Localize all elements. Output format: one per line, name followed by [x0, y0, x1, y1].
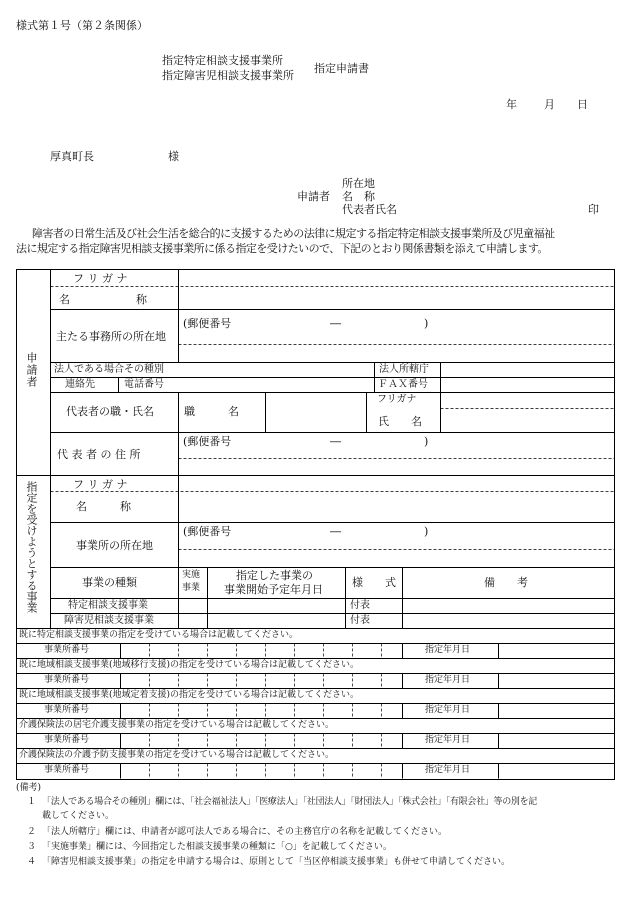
office-no-1: 事業所番号 [44, 645, 90, 655]
designation-date-3: 指定年月日 [425, 705, 471, 715]
rep-furigana-label: フリガナ [377, 394, 417, 405]
prior-5: 介護保険法の介護予防支援事業の指定を受けている場合は記載してください。 [19, 750, 335, 760]
applicant-section-label: 申請者 [25, 352, 38, 388]
business-postal-dash: ― [330, 525, 341, 538]
applicant-address-label: 所在地 [342, 177, 375, 190]
representative-label: 代表者氏名 [342, 203, 397, 216]
note-1-num: １ [27, 797, 37, 807]
rep-name-label: 氏 名 [378, 415, 422, 428]
body-line-2: 法に規定する指定障害児相談支援事業所に係る指定を受けたいので、下記のとおり関係書類を添えて申請します。 [16, 242, 548, 255]
office-no-2: 事業所番号 [44, 675, 90, 685]
office-address-label: 主たる事務所の所在地 [56, 330, 166, 343]
phone-label: 電話番号 [124, 379, 164, 390]
corp-type-label: 法人である場合その種別 [54, 364, 164, 375]
note-3-text: 「実施事業」欄には、今回指定した相談支援事業の種類に「○」を記載してください。 [42, 842, 392, 852]
contact-label: 連絡先 [65, 379, 95, 390]
honorific: 様 [168, 150, 179, 163]
start-date-label-1: 指定した事業の [236, 569, 313, 582]
note-1-text: 「法人である場合その種別」欄には、「社会福祉法人」「医療法人」「社団法人」「財団法人」「株式会社」「有限会社」等の別を記 [42, 797, 538, 807]
row-specific-consult: 特定相談支援事業 [68, 600, 148, 611]
style-label: 様 式 [352, 576, 396, 589]
designation-date-1: 指定年月日 [425, 645, 471, 655]
designation-date-4: 指定年月日 [425, 735, 471, 745]
addressee: 厚真町長 [50, 150, 94, 163]
position-label: 職 名 [184, 405, 239, 418]
note-2-text: 「法人所轄庁」欄には、申請者が認可法人である場合に、その主務官庁の名称を記載してください。 [42, 827, 448, 837]
rep-postal-paren: ) [424, 435, 429, 448]
applicant-name-label: 名 称 [342, 190, 375, 203]
rep-postal-label: (郵便番号 [183, 435, 232, 448]
applicant-name-label: 名 称 [59, 293, 147, 306]
note-2-num: ２ [27, 827, 37, 837]
business-postal-paren: ) [424, 525, 429, 538]
title-suffix: 指定申請書 [314, 62, 369, 75]
postal-dash: ― [330, 317, 341, 330]
seal-mark: 印 [588, 203, 599, 216]
note-1-text-cont: 載してください。 [42, 811, 115, 821]
notes-title: (備考) [16, 783, 42, 793]
designation-date-5: 指定年月日 [425, 765, 471, 775]
postal-code-label: (郵便番号 [183, 317, 232, 330]
fax-label: ＦＡＸ番号 [378, 379, 428, 390]
furigana-label: フ リ ガ ナ [73, 272, 128, 285]
date-day: 日 [577, 98, 588, 111]
note-4-num: ４ [27, 857, 37, 867]
row-child-consult: 障害児相談支援事業 [64, 615, 154, 626]
corp-office-label: 法人所轄庁 [379, 364, 429, 375]
implementation-label-1: 実施 [182, 570, 201, 580]
applicant-label: 申請者 [297, 190, 330, 203]
prior-1: 既に特定相談支援事業の指定を受けている場合は記載してください。 [19, 630, 299, 640]
office-no-3: 事業所番号 [44, 705, 90, 715]
form-number: 様式第１号（第２条関係） [16, 19, 148, 32]
attach-2: 付表 [350, 615, 370, 626]
designation-date-2: 指定年月日 [425, 675, 471, 685]
implementation-label-2: 事業 [182, 583, 201, 593]
remarks-label: 備 考 [484, 576, 528, 589]
note-4-text: 「障害児相談支援事業」の指定を申請する場合は、原則として「当区停相談支援事業」も併せて申請してください。 [42, 857, 511, 867]
business-furigana-label: フ リ ガ ナ [73, 478, 128, 491]
rep-postal-dash: ― [330, 435, 341, 448]
body-line-1: 障害者の日常生活及び社会生活を総合的に支援するための法律に規定する指定特定相談支援事業所及び児童福祉 [32, 227, 555, 240]
office-no-4: 事業所番号 [44, 735, 90, 745]
office-no-5: 事業所番号 [44, 765, 90, 775]
prior-2: 既に地域相談支援事業(地域移行支援)の指定を受けている場合は記載してください。 [19, 660, 360, 670]
date-month: 月 [544, 98, 555, 111]
attach-1: 付表 [350, 600, 370, 611]
rep-title-label: 代表者の職・氏名 [66, 405, 154, 418]
prior-4: 介護保険法の居宅介護支援事業の指定を受けている場合は記載してください。 [19, 720, 335, 730]
business-name-label: 名 称 [76, 500, 131, 513]
postal-close-paren: ) [424, 317, 429, 330]
note-3-num: ３ [27, 842, 37, 852]
date-year: 年 [506, 98, 517, 111]
business-kind-label: 事業の種類 [82, 576, 137, 589]
title-line-1: 指定特定相談支援事業所 [162, 54, 283, 67]
business-section-label: 指定を受けようとする事業 [25, 481, 38, 613]
prior-3: 既に地域相談支援事業(地域定着支援)の指定を受けている場合は記載してください。 [19, 690, 360, 700]
title-line-2: 指定障害児相談支援事業所 [162, 69, 294, 82]
start-date-label-2: 事業開始予定年月日 [224, 583, 323, 596]
business-address-label: 事業所の所在地 [76, 539, 153, 552]
rep-address-label: 代 表 者 の 住 所 [57, 448, 141, 461]
business-postal-label: (郵便番号 [183, 525, 232, 538]
